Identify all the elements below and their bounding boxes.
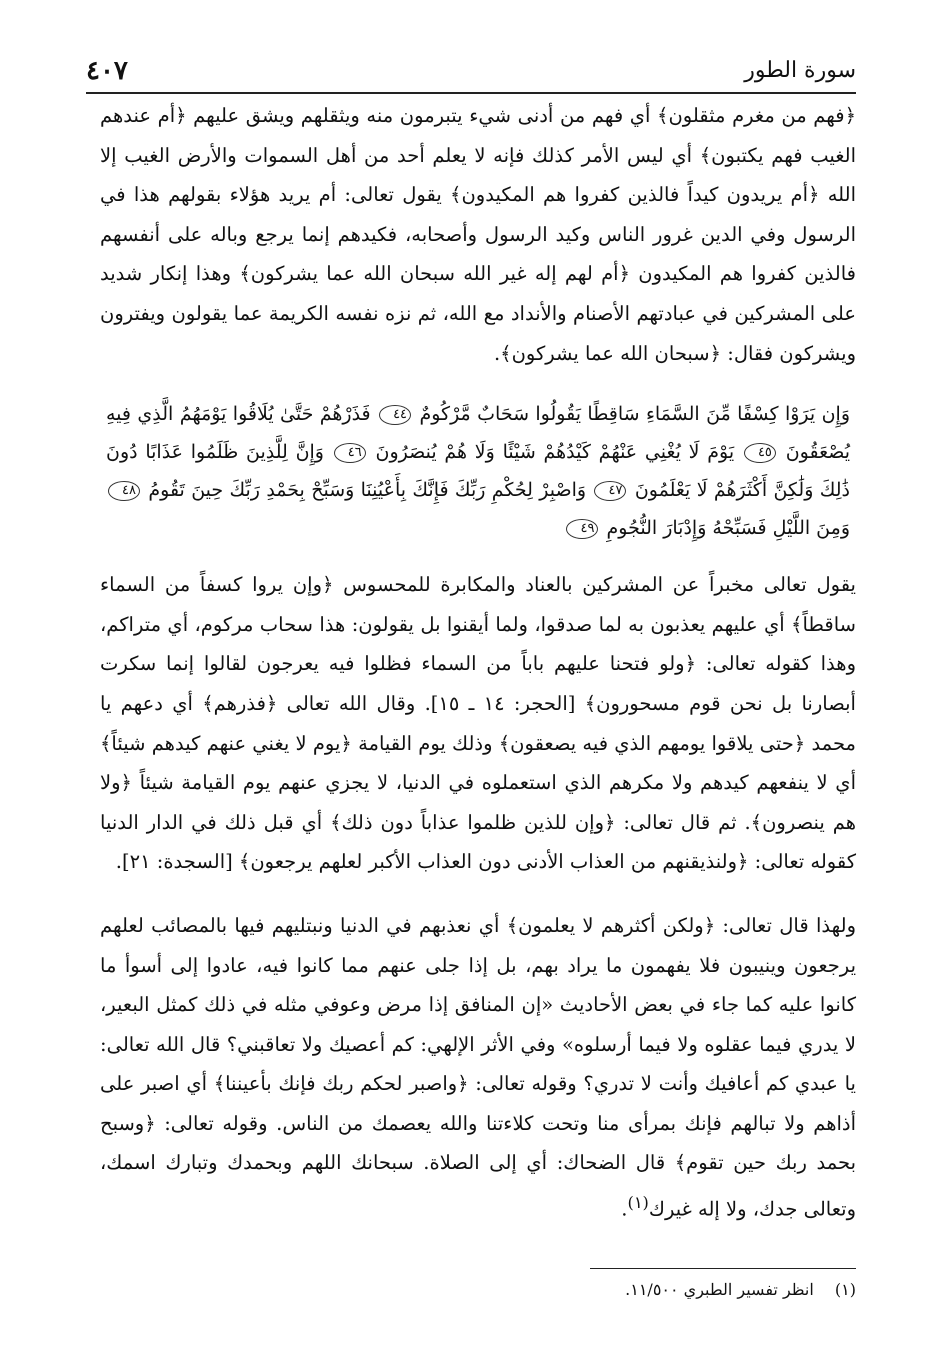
- ayah-number-marker: ٤٤: [379, 405, 411, 425]
- page-body: [100, 96, 856, 1229]
- footnote: [456, 1278, 856, 1302]
- footnote-reference: (١): [627, 1193, 649, 1213]
- tafsir-paragraph: يقول تعالى مخبراً عن المشركين بالعناد والمكابرة للمحسوس ﴿وإن يروا كسفاً من السماء ساقطاً﴾ أي عليهم يعذبون به لما صدقوا، ولما أيقنوا بل يقولون: هذا سحاب مركوم، أي متراكم، وهذا كقوله تعالى: ﴿ولو فتحنا عليهم باباً من السماء فظلوا فيه يعرجون لقالوا إنما سكرت أبصارنا بل نحن قوم مسحورون﴾ [الحجر: ١٤ ـ ١٥]. وقال الله تعالى ﴿فذرهم﴾ أي دعهم يا محمد ﴿حتى يلاقوا يومهم الذي فيه يصعقون﴾ وذلك يوم القيامة ﴿يوم لا يغني عنهم كيدهم شيئاً﴾ أي لا ينفعهم كيدهم ولا مكرهم الذي استعملوه في الدنيا، لا يجزي عنهم يوم القيامة شيئاً ﴿ولا هم ينصرون﴾. ثم قال تعالى: ﴿وإن للذين ظلموا عذاباً دون ذلك﴾ أي قبل ذلك في الدار الدنيا كقوله تعالى: ﴿ولنذيقنهم من العذاب الأدنى دون العذاب الأكبر لعلهم يرجعون﴾ [السجدة: ٢١].: [100, 573, 856, 874]
- ayah-number-marker: ٤٧: [594, 481, 626, 501]
- surah-title: سورة الطور: [744, 58, 856, 83]
- verse-text: فَذَرْهُمْ حَتَّىٰ يُلَاقُوا يَوْمَهُمُ الَّذِي فِيهِ يُصْعَقُونَ: [106, 403, 850, 464]
- page-number: ٤٠٧: [86, 56, 128, 86]
- page-header: [86, 48, 856, 94]
- quran-verses-block: [100, 395, 856, 547]
- footnote-marker: (١): [834, 1280, 856, 1299]
- footnote-text: انظر تفسير الطبري ١١/٥٠٠.: [625, 1280, 814, 1299]
- verse-text: وَمِنَ اللَّيْلِ فَسَبِّحْهُ وَإِدْبَارَ النُّجُومِ: [606, 517, 850, 540]
- verse-text: وَإِنَّ لِلَّذِينَ ظَلَمُوا عَذَابًا دُونَ ذَٰلِكَ وَلَٰكِنَّ أَكْثَرَهُمْ لَا يَعْلَمُونَ: [106, 441, 850, 502]
- ayah-number-marker: ٤٨: [108, 481, 140, 501]
- ayah-number-marker: ٤٥: [744, 443, 776, 463]
- verse-text: وَإِن يَرَوْا كِسْفًا مِّنَ السَّمَاءِ سَاقِطًا يَقُولُوا سَحَابٌ مَّرْكُومٌ: [419, 403, 850, 426]
- intro-paragraph: ﴿فهم من مغرم مثقلون﴾ أي فهم من أدنى شيء يتبرمون منه ويثقلهم ويشق عليهم ﴿أم عندهم الغيب فهم يكتبون﴾ أي ليس الأمر كذلك فإنه لا يعلم أحد من أهل السموات والأرض الغيب إلا الله ﴿أم يريدون كيداً فالذين كفروا هم المكيدون﴾ يقول تعالى: أم يريد هؤلاء بقولهم هذا في الرسول وفي الدين غرور الناس وكيد الرسول وأصحابه، فكيدهم إنما يرجع وباله على أنفسهم فالذين كفروا هم المكيدون ﴿أم لهم إله غير الله سبحان الله عما يشركون﴾ وهذا إنكار شديد على المشركين في عبادتهم الأصنام والأنداد مع الله، ثم نزه نفسه الكريمة عما يقولون ويفترون ويشركون فقال: ﴿سبحان الله عما يشركون﴾.: [100, 104, 856, 365]
- footnote-divider: [590, 1268, 856, 1269]
- verse-text: يَوْمَ لَا يُغْنِي عَنْهُمْ كَيْدُهُمْ شَيْئًا وَلَا هُمْ يُنصَرُونَ: [375, 441, 735, 464]
- ayah-number-marker: ٤٦: [334, 443, 366, 463]
- sentence-end: .: [621, 1197, 628, 1221]
- tafsir-paragraph-text: ولهذا قال تعالى: ﴿ولكن أكثرهم لا يعلمون﴾ أي نعذبهم في الدنيا ونبتليهم فيها بالمصائب لعلهم يرجعون وينيبون فلا يفهمون ما يراد بهم، بل إذا جلى عنهم مما كانوا فيه، عادوا إلى أسوأ ما كانوا عليه كما جاء في بعض الأحاديث «إن المنافق إذا مرض وعوفي مثله في ذلك كمثل البعير، لا يدري فيما عقلوه ولا فيما أرسلوه» وفي الأثر الإلهي: كم أعصيك ولا تعاقبني؟ قال الله تعالى: يا عبدي كم أعافيك وأنت لا تدري؟ وقوله تعالى: ﴿واصبر لحكم ربك فإنك بأعيننا﴾ أي اصبر على أذاهم ولا تبالهم فإنك بمرأى منا وتحت كلاءتنا والله يعصمك من الناس. وقوله تعالى: ﴿وسبح بحمد ربك حين تقوم﴾ قال الضحاك: أي إلى الصلاة. سبحانك اللهم وبحمدك وتبارك اسمك، وتعالى جدك، ولا إله غيرك: [100, 913, 856, 1221]
- tafsir-paragraph: [100, 906, 856, 1229]
- ayah-number-marker: ٤٩: [566, 519, 598, 539]
- verse-text: وَاصْبِرْ لِحُكْمِ رَبِّكَ فَإِنَّكَ بِأَعْيُنِنَا وَسَبِّحْ بِحَمْدِ رَبِّكَ حِينَ تَقُومُ: [148, 479, 587, 502]
